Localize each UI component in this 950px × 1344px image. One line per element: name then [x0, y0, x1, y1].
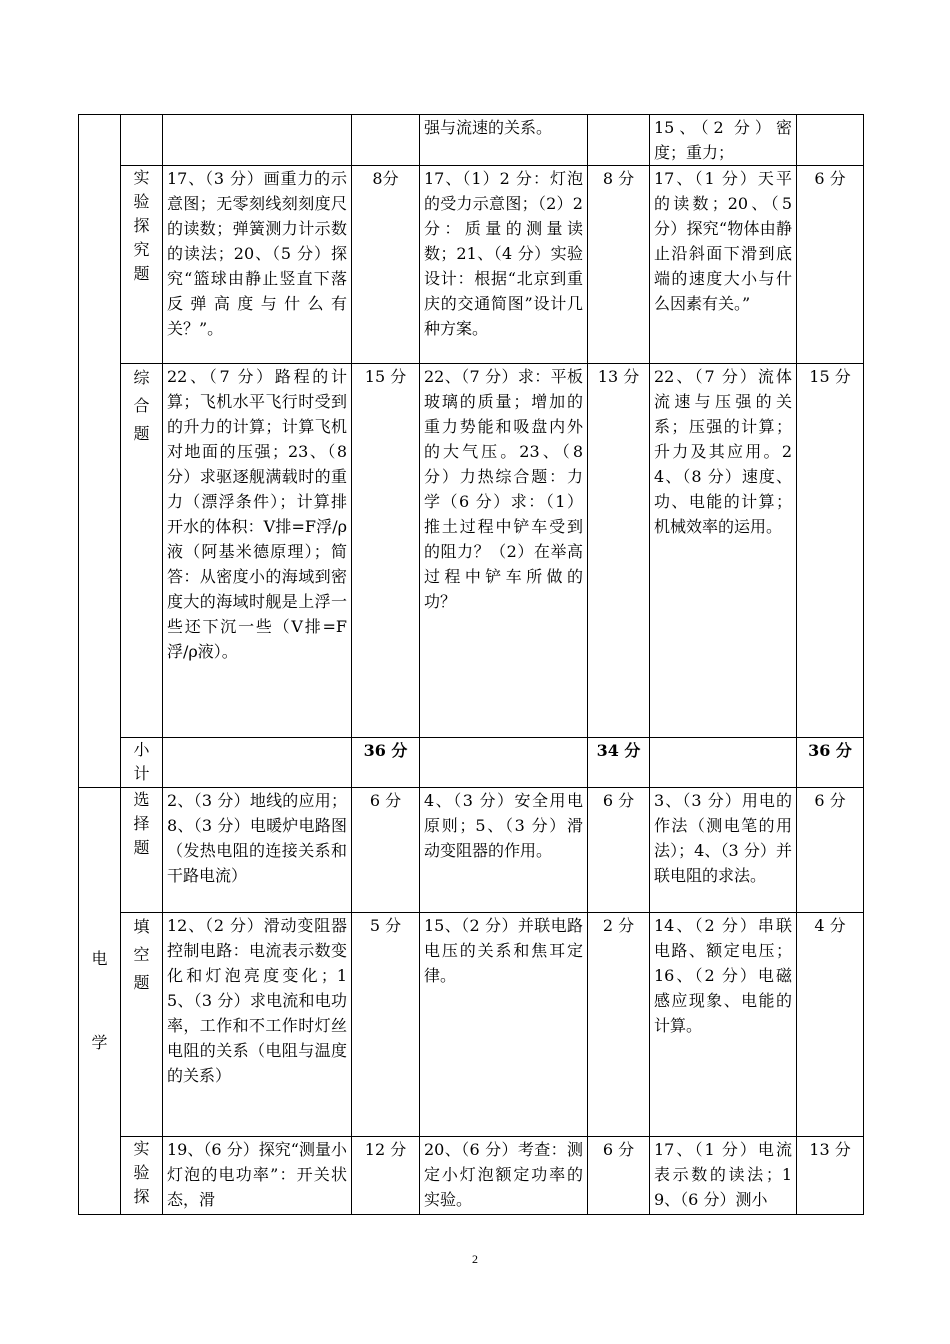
exam-b-score: 13 分: [588, 364, 650, 738]
exam-a-content: 19、（6 分）探究“测量小灯泡的电功率”：开关状态，滑: [163, 1137, 352, 1215]
exam-c-score: [797, 115, 864, 166]
exam-a-subtotal: 36 分: [352, 738, 420, 788]
exam-a-content: [163, 738, 352, 788]
exam-a-content: 22、（7 分）路程的计算；飞机水平飞行时受到的升力的计算；计算飞机对地面的压强；23、（8 分）求驱逐舰满载时的重力（漂浮条件）；计算排开水的体积：V排=F浮/ρ液（阿基米德原理）；简答：从密度小的海域到密度大的海域时舰是上浮一些还下沉一些（V排=F浮/ρ液）。: [163, 364, 352, 738]
table-row: [79, 364, 864, 738]
exam-a-score: 12 分: [352, 1137, 420, 1215]
category-cell: [121, 115, 163, 166]
exam-c-score: 6 分: [797, 788, 864, 913]
exam-b-score: 2 分: [588, 913, 650, 1137]
table-row: [79, 913, 864, 1137]
table-row: [79, 788, 864, 913]
exam-b-score: [588, 115, 650, 166]
exam-c-score: 4 分: [797, 913, 864, 1137]
exam-c-score: 13 分: [797, 1137, 864, 1215]
exam-c-score: 6 分: [797, 166, 864, 364]
exam-b-content: 17、（1）2 分：灯泡的受力示意图；（2）2 分：质量的测量读数；21、（4 分）实验设计：根据“北京到重庆的交通简图”设计几种方案。: [420, 166, 588, 364]
exam-b-score: 6 分: [588, 1137, 650, 1215]
page-number: 2: [472, 1252, 478, 1266]
exam-b-content: 强与流速的关系。: [420, 115, 588, 166]
table-row: [79, 115, 864, 166]
category-subtotal: 小 计: [121, 738, 163, 788]
exam-a-content: [163, 115, 352, 166]
exam-a-score: [352, 115, 420, 166]
exam-b-subtotal: 34 分: [588, 738, 650, 788]
exam-analysis-table: [78, 114, 864, 1215]
exam-c-score: 15 分: [797, 364, 864, 738]
table-row-subtotal: [79, 738, 864, 788]
exam-a-score: 5 分: [352, 913, 420, 1137]
category-experiment: 实 验 探 究 题: [121, 166, 163, 364]
section-electricity: 电 学: [79, 788, 121, 1215]
section-cell-mechanics: [79, 115, 121, 788]
table-row: [79, 1137, 864, 1215]
exam-b-content: 22、（7 分）求：平板玻璃的质量；增加的重力势能和吸盘内外的大气压。23、（8 分）力热综合题：力学（6 分）求：（1）推土过程中铲车受到的阻力？（2）在举高过程中铲车所做的功？: [420, 364, 588, 738]
category-fill: 填 空 题: [121, 913, 163, 1137]
exam-c-subtotal: 36 分: [797, 738, 864, 788]
category-electric-experiment: 实 验 探: [121, 1137, 163, 1215]
exam-b-score: 8 分: [588, 166, 650, 364]
exam-c-content: 22、（7 分）流体流速与压强的关系；压强的计算；升力及其应用。24、（8 分）速度、功、电能的计算；机械效率的运用。: [650, 364, 797, 738]
exam-a-content: 2、（3 分）地线的应用；8、（3 分）电暖炉电路图（发热电阻的连接关系和干路电流）: [163, 788, 352, 913]
exam-c-content: 17、（1 分）电流表示数的读法；19、（6 分）测小: [650, 1137, 797, 1215]
table-row: [79, 166, 864, 364]
exam-b-content: 15、（2 分）并联电路电压的关系和焦耳定律。: [420, 913, 588, 1137]
exam-a-score: 8分: [352, 166, 420, 364]
exam-c-content: 15、（2 分）密度；重力；: [650, 115, 797, 166]
exam-c-content: 3、（3 分）用电的作法（测电笔的用法）；4、（3 分）并联电阻的求法。: [650, 788, 797, 913]
exam-a-score: 15 分: [352, 364, 420, 738]
exam-b-score: 6 分: [588, 788, 650, 913]
category-comprehensive: 综 合 题: [121, 364, 163, 738]
exam-b-content: [420, 738, 588, 788]
exam-b-content: 4、（3 分）安全用电原则；5、（3 分）滑动变阻器的作用。: [420, 788, 588, 913]
exam-b-content: 20、（6 分）考查：测定小灯泡额定功率的实验。: [420, 1137, 588, 1215]
exam-c-content: [650, 738, 797, 788]
exam-a-content: 17、（3 分）画重力的示意图；无零刻线刻刻度尺的读数；弹簧测力计示数的读法；20、（5 分）探究“篮球由静止竖直下落反弹高度与什么有关？”。: [163, 166, 352, 364]
exam-c-content: 17、（1 分）天平的读数；20、（5 分）探究“物体由静止沿斜面下滑到底端的速度大小与什么因素有关。”: [650, 166, 797, 364]
exam-a-content: 12、（2 分）滑动变阻器控制电路：电流表示数变化和灯泡亮度变化；15、（3 分）求电流和电功率，工作和不工作时灯丝电阻的关系（电阻与温度的关系）: [163, 913, 352, 1137]
exam-c-content: 14、（2 分）串联电路、额定电压；16、（2 分）电磁感应现象、电能的计算。: [650, 913, 797, 1137]
category-choice: 选 择 题: [121, 788, 163, 913]
exam-a-score: 6 分: [352, 788, 420, 913]
